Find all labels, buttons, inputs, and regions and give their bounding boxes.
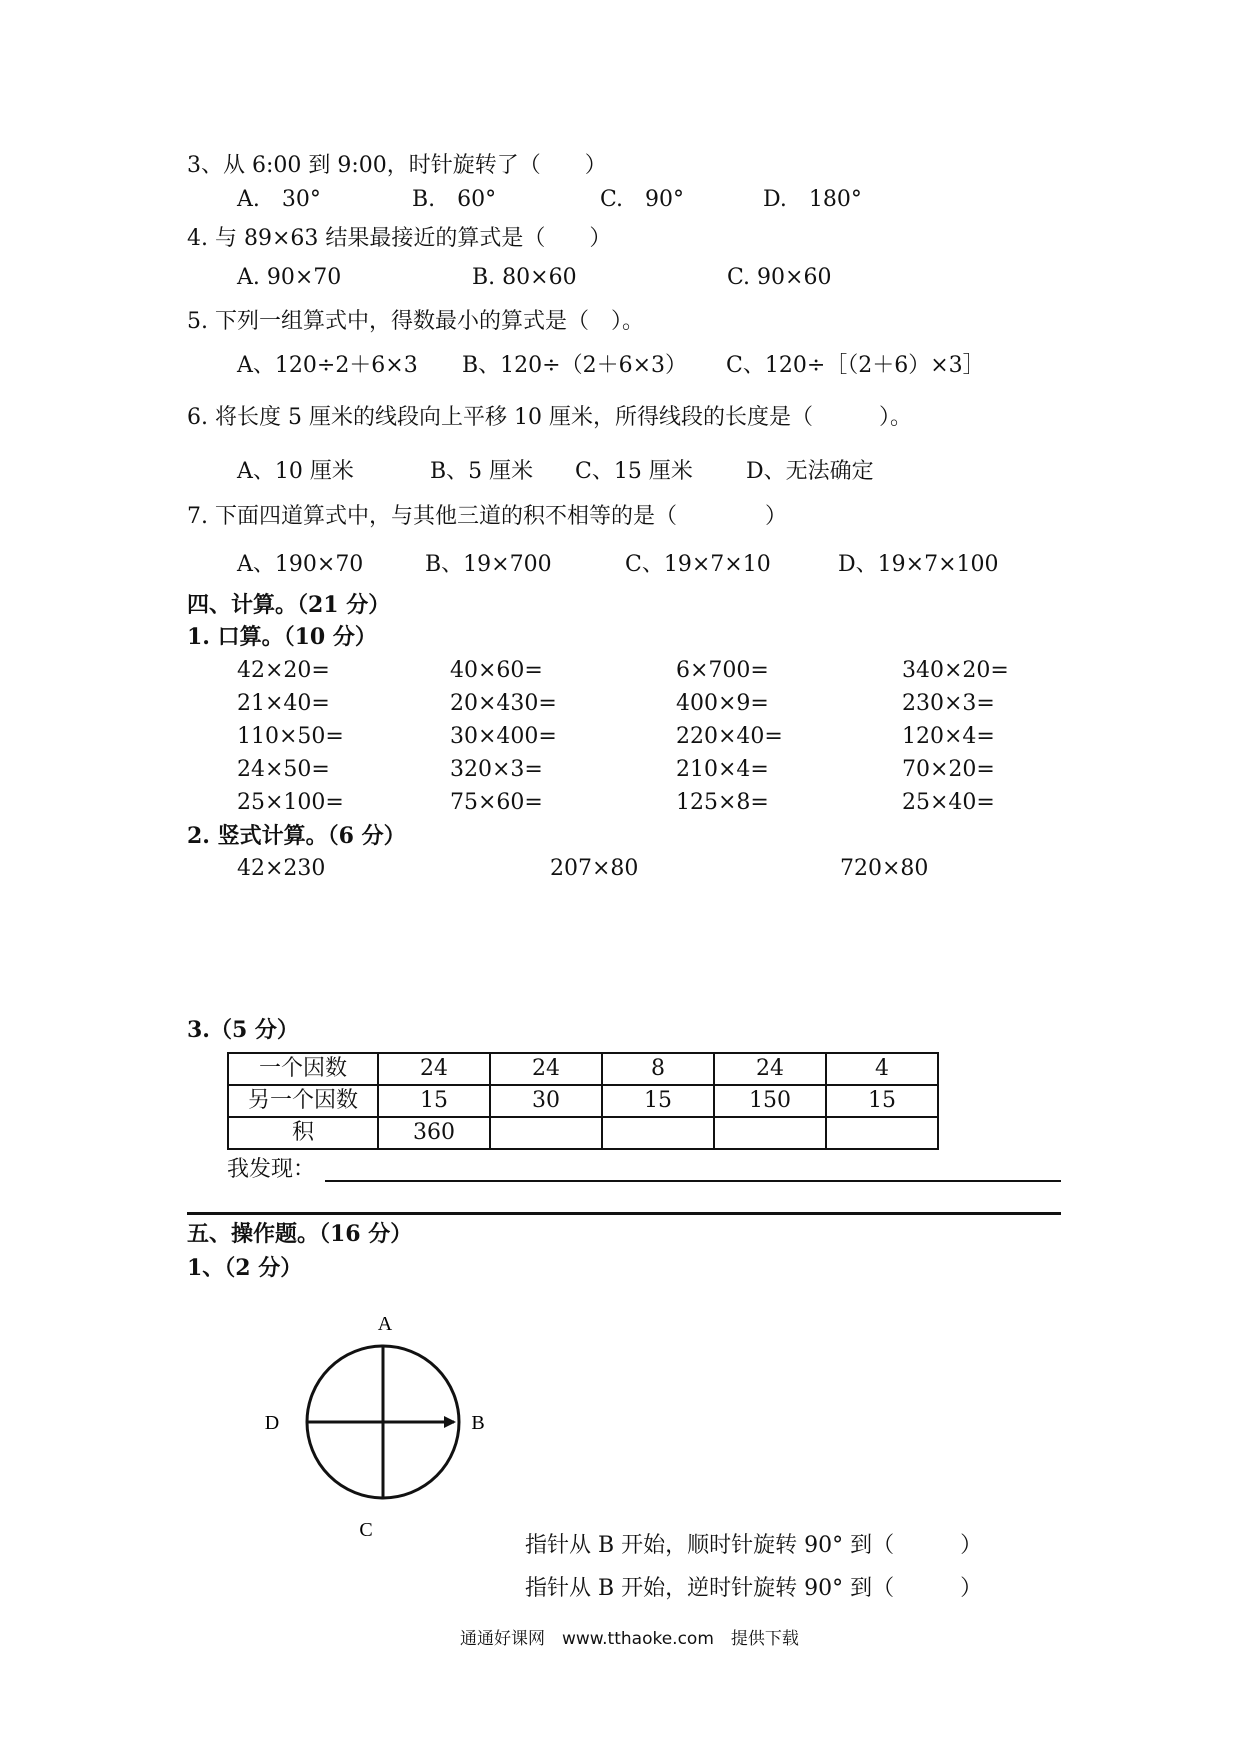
table-cell: 8 (602, 1053, 714, 1085)
oral-item: 320×3= (450, 757, 543, 782)
factor-table (227, 1052, 939, 1150)
label-c: C (359, 1519, 373, 1541)
label-a: A (377, 1313, 393, 1335)
question-6-option-c: C、15 厘米 (575, 459, 693, 484)
table-row (228, 1085, 938, 1117)
section-5-title: 五、操作题。（16 分） (187, 1221, 413, 1247)
oral-item: 230×3= (902, 691, 995, 716)
oral-calc-title: 1. 口算。（10 分） (187, 624, 377, 650)
oral-item: 21×40= (237, 691, 330, 716)
table-cell-label: 一个因数 (228, 1053, 378, 1085)
table-cell: 150 (714, 1085, 826, 1117)
oral-item: 120×4= (902, 724, 995, 749)
question-6-option-b: B、5 厘米 (430, 459, 534, 484)
vertical-calc-item: 207×80 (550, 856, 639, 881)
table-row (228, 1117, 938, 1149)
question-4-option-a: A. 90×70 (237, 265, 342, 290)
table-cell: 15 (826, 1085, 938, 1117)
question-3-option-d: D. 180° (763, 187, 862, 212)
oral-item: 20×430= (450, 691, 557, 716)
oral-item: 400×9= (676, 691, 769, 716)
oral-item: 75×60= (450, 790, 543, 815)
table-cell-blank[interactable] (490, 1117, 602, 1149)
question-4-option-c: C. 90×60 (727, 265, 832, 290)
oral-item: 42×20= (237, 658, 330, 683)
question-5-stem: 5. 下列一组算式中，得数最小的算式是（ ）。 (187, 309, 644, 334)
discover-answer-line[interactable] (325, 1180, 1061, 1182)
question-3-option-b: B. 60° (412, 187, 497, 212)
table-cell: 15 (602, 1085, 714, 1117)
question-7-option-b: B、19×700 (425, 552, 552, 577)
table-row (228, 1053, 938, 1085)
label-b: B (471, 1412, 485, 1434)
oral-item: 340×20= (902, 658, 1009, 683)
factor-table-title: 3.（5 分） (187, 1017, 299, 1043)
vertical-calc-title: 2. 竖式计算。（6 分） (187, 823, 406, 849)
question-6-option-a: A、10 厘米 (237, 459, 354, 484)
oral-item: 24×50= (237, 757, 330, 782)
table-cell: 24 (378, 1053, 490, 1085)
oral-item: 6×700= (676, 658, 769, 683)
discover-label: 我发现： (227, 1157, 316, 1182)
question-5-option-b: B、120÷（2＋6×3） (462, 353, 688, 378)
operation-q1-title: 1、（2 分） (187, 1255, 303, 1281)
table-cell-blank[interactable] (714, 1117, 826, 1149)
oral-item: 30×400= (450, 724, 557, 749)
table-cell: 360 (378, 1117, 490, 1149)
operation-q1-line-1: 指针从 B 开始，顺时针旋转 90° 到（ ） (525, 1533, 983, 1558)
question-5-option-a: A、120÷2＋6×3 (237, 353, 418, 378)
question-3-option-a: A. 30° (237, 187, 321, 212)
operation-q1-line-2: 指针从 B 开始，逆时针旋转 90° 到（ ） (525, 1576, 983, 1601)
table-cell-label: 积 (228, 1117, 378, 1149)
oral-item: 220×40= (676, 724, 783, 749)
oral-item: 25×100= (237, 790, 344, 815)
oral-item: 110×50= (237, 724, 344, 749)
table-cell-blank[interactable] (826, 1117, 938, 1149)
question-4-option-b: B. 80×60 (472, 265, 577, 290)
oral-item: 210×4= (676, 757, 769, 782)
question-5-option-c: C、120÷［（2＋6）×3］ (726, 353, 985, 378)
table-cell: 4 (826, 1053, 938, 1085)
question-7-option-a: A、190×70 (237, 552, 364, 577)
vertical-calc-item: 42×230 (237, 856, 326, 881)
question-7-option-c: C、19×7×10 (625, 552, 771, 577)
question-6-option-d: D、无法确定 (746, 459, 874, 484)
question-3-option-c: C. 90° (600, 187, 685, 212)
table-cell: 24 (490, 1053, 602, 1085)
question-3-stem: 3、从 6:00 到 9:00，时针旋转了（ ） (187, 153, 607, 178)
direction-circle-diagram (240, 1300, 500, 1550)
section-divider (187, 1212, 1061, 1215)
question-4-stem: 4. 与 89×63 结果最接近的算式是（ ） (187, 226, 612, 251)
question-7-option-d: D、19×7×100 (838, 552, 999, 577)
section-4-title: 四、计算。（21 分） (187, 592, 391, 618)
question-6-stem: 6. 将长度 5 厘米的线段向上平移 10 厘米，所得线段的长度是（ ）。 (187, 405, 912, 430)
table-cell-label: 另一个因数 (228, 1085, 378, 1117)
table-cell-blank[interactable] (602, 1117, 714, 1149)
table-cell: 30 (490, 1085, 602, 1117)
label-d: D (264, 1412, 280, 1434)
vertical-calc-item: 720×80 (840, 856, 929, 881)
table-cell: 15 (378, 1085, 490, 1117)
oral-item: 40×60= (450, 658, 543, 683)
oral-item: 125×8= (676, 790, 769, 815)
oral-item: 70×20= (902, 757, 995, 782)
question-7-stem: 7. 下面四道算式中，与其他三道的积不相等的是（ ） (187, 504, 787, 529)
table-cell: 24 (714, 1053, 826, 1085)
footer-watermark: 通通好课网 www.tthaoke.com 提供下载 (460, 1629, 799, 1649)
oral-item: 25×40= (902, 790, 995, 815)
